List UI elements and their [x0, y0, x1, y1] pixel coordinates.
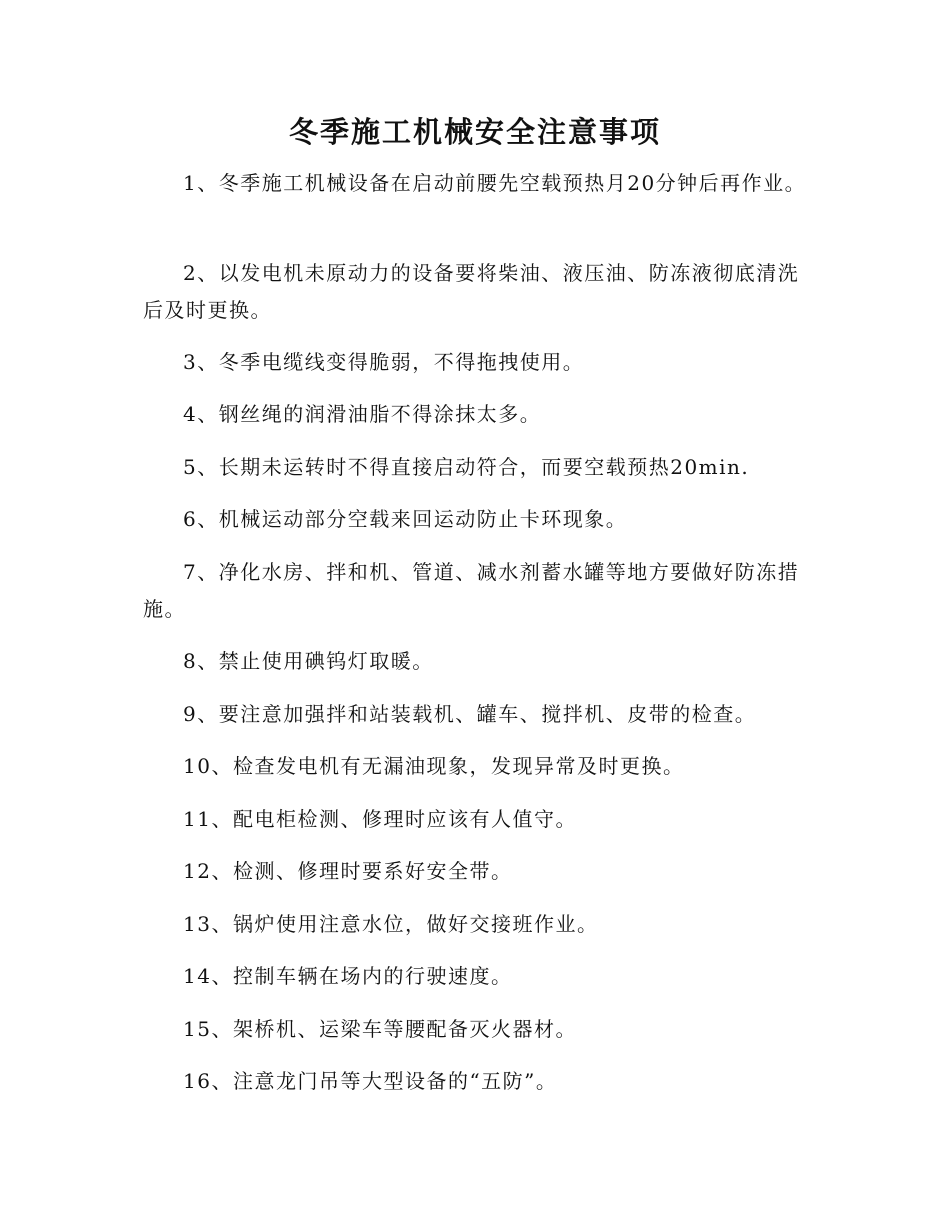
list-item-13: 13、锅炉使用注意水位，做好交接班作业。	[183, 912, 599, 936]
list-item-3: 3、冬季电缆线变得脆弱，不得拖拽使用。	[183, 350, 585, 374]
list-item-2: 2、以发电机未原动力的设备要将柴油、液压油、防冻液彻底清洗后及时更换。	[143, 261, 800, 322]
list-item-1: 1、冬季施工机械设备在启动前腰先空载预热月20分钟后再作业。	[183, 171, 807, 195]
document-title: 冬季施工机械安全注意事项	[288, 115, 661, 149]
list-item-11: 11、配电柜检测、修理时应该有人值守。	[183, 807, 577, 831]
list-item-15: 15、架桥机、运梁车等腰配备灭火器材。	[183, 1017, 577, 1041]
list-item-5: 5、长期未运转时不得直接启动符合，而要空载预热20min.	[183, 455, 750, 479]
list-item-9: 9、要注意加强拌和站装载机、罐车、搅拌机、皮带的检查。	[183, 702, 757, 726]
list-item-10: 10、检查发电机有无漏油现象，发现异常及时更换。	[183, 754, 685, 778]
list-item-6: 6、机械运动部分空载来回运动防止卡环现象。	[183, 507, 628, 531]
list-item-4: 4、钢丝绳的润滑油脂不得涂抹太多。	[183, 402, 542, 426]
list-item-12: 12、检测、修理时要系好安全带。	[183, 859, 513, 883]
list-item-14: 14、控制车辆在场内的行驶速度。	[183, 964, 513, 988]
list-item-8: 8、禁止使用碘钨灯取暖。	[183, 649, 434, 673]
list-item-7: 7、净化水房、拌和机、管道、减水剂蓄水罐等地方要做好防冻措施。	[143, 560, 800, 621]
list-item-16: 16、注意龙门吊等大型设备的“五防”。	[183, 1069, 558, 1093]
